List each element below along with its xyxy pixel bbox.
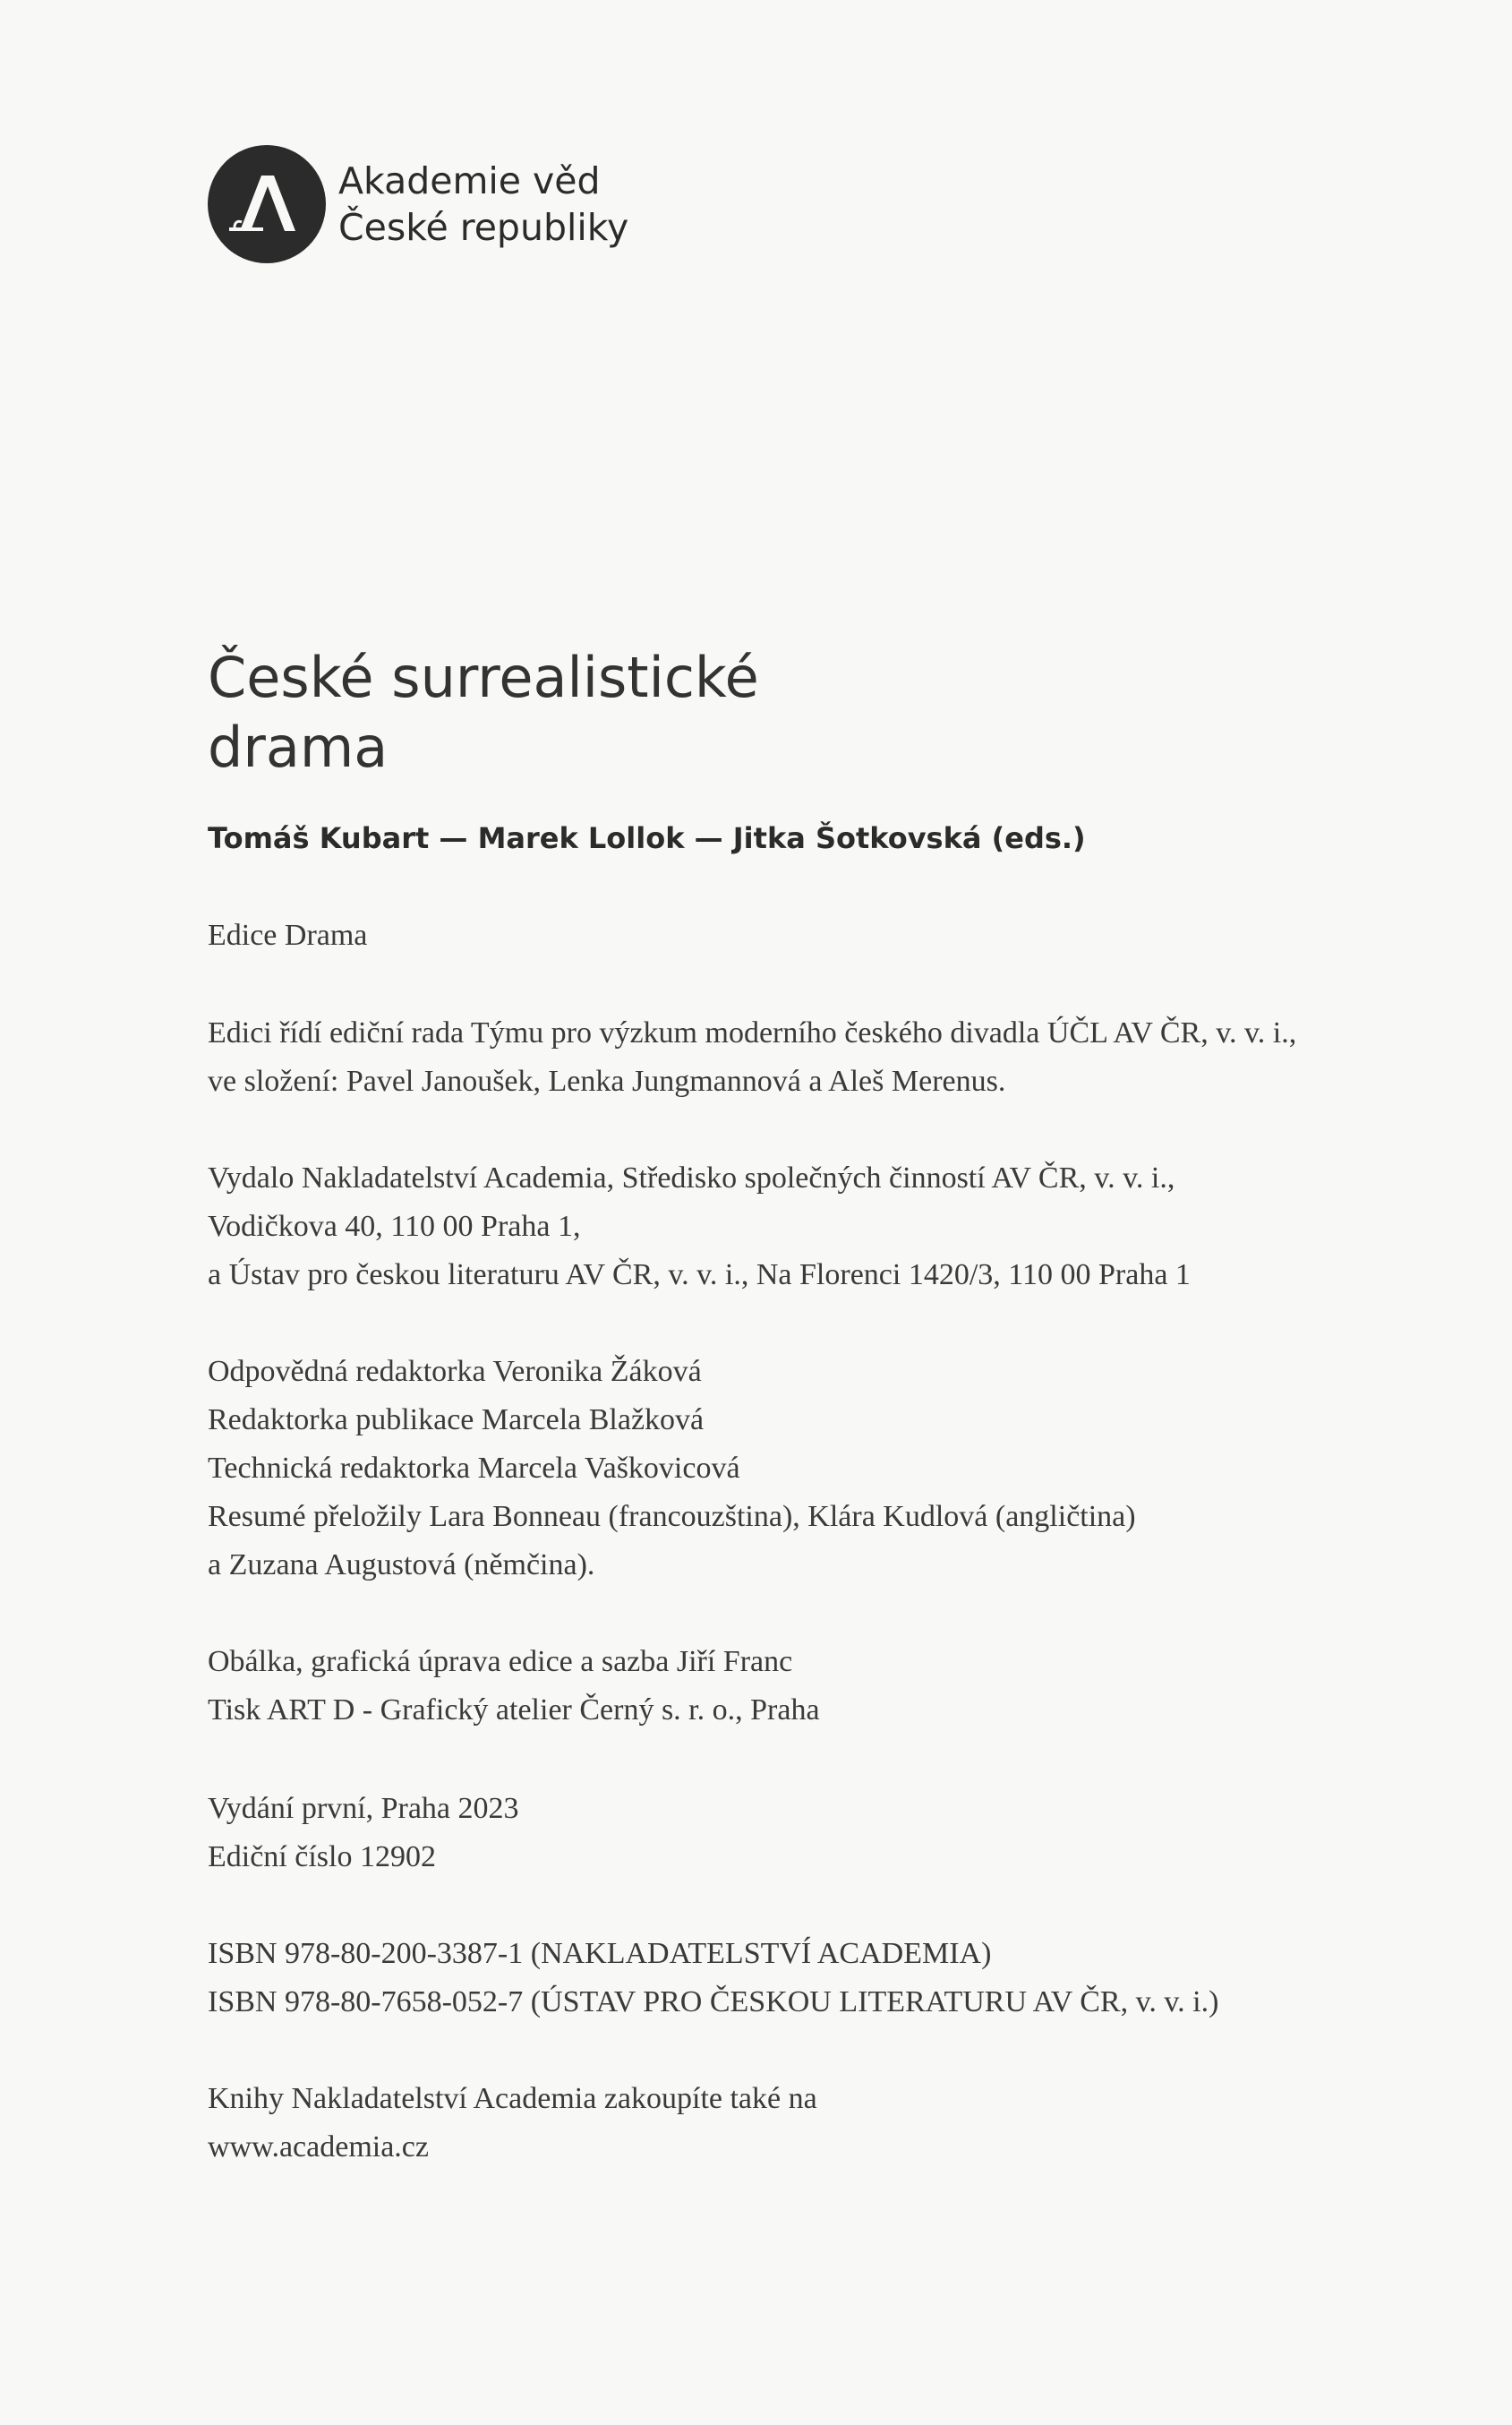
credits-line: a Zuzana Augustová (němčina).: [208, 1548, 595, 1581]
credits-line: Odpovědná redaktorka Veronika Žáková: [208, 1355, 702, 1388]
isbn-line: ISBN 978-80-7658-052-7 (ÚSTAV PRO ČESKOU LITERATURU AV ČR, v. v. i.): [208, 1985, 1219, 2018]
logo-line-1: Akademie věd: [338, 159, 601, 202]
academia-website-link: www.academia.cz: [208, 2130, 429, 2164]
credits: [208, 1348, 1136, 1590]
edition-line: Ediční číslo 12902: [208, 1840, 436, 1873]
book-authors: Tomáš Kubart — Marek Lollok — Jitka Šotkovská (eds.): [208, 821, 1086, 855]
editorial-board-line: ve složení: Pavel Janoušek, Lenka Jungmannová a Aleš Merenus.: [208, 1065, 1006, 1098]
academy-logo: [208, 145, 628, 263]
book-title: [208, 643, 1013, 783]
logo-line-2: České republiky: [338, 206, 629, 249]
publisher-line: Vydalo Nakladatelství Academia, Středisko společných činností AV ČR, v. v. i.,: [208, 1161, 1175, 1195]
publisher-info: [208, 1154, 1191, 1299]
publisher-line: Vodičkova 40, 110 00 Praha 1,: [208, 1210, 581, 1243]
production-line: Obálka, grafická úprava edice a sazba Jiří Franc: [208, 1645, 793, 1678]
credits-line: Redaktorka publikace Marcela Blažková: [208, 1403, 705, 1436]
editorial-board-line: Edici řídí ediční rada Týmu pro výzkum moderního českého divadla ÚČL AV ČR, v. v. i.,: [208, 1016, 1297, 1050]
editorial-board: [208, 1009, 1296, 1106]
credits-line: Technická redaktorka Marcela Vaškovicová: [208, 1452, 740, 1485]
edition-info: [208, 1785, 519, 1881]
publisher-line: a Ústav pro českou literaturu AV ČR, v. v. i., Na Florenci 1420/3, 110 00 Praha 1: [208, 1258, 1191, 1291]
isbn-info: [208, 1930, 1218, 2027]
isbn-line: ISBN 978-80-200-3387-1 (NAKLADATELSTVÍ ACADEMIA): [208, 1937, 992, 1970]
production-line: Tisk ART D - Grafický atelier Černý s. r. o., Praha: [208, 1693, 820, 1727]
book-title-line-1: České surrealistické: [208, 645, 759, 710]
footer-info: [208, 2075, 817, 2172]
footer-line: Knihy Nakladatelství Academia zakoupíte také na: [208, 2082, 817, 2115]
series-name: Edice Drama: [208, 919, 368, 952]
academy-logo-text: [338, 158, 628, 251]
credits-line: Resumé přeložily Lara Bonneau (francouzština), Klára Kudlová (angličtina): [208, 1500, 1136, 1533]
production-info: [208, 1638, 820, 1735]
academy-a-logo-icon: [208, 145, 326, 263]
book-title-line-2: drama: [208, 715, 389, 780]
edition-line: Vydání první, Praha 2023: [208, 1792, 519, 1825]
